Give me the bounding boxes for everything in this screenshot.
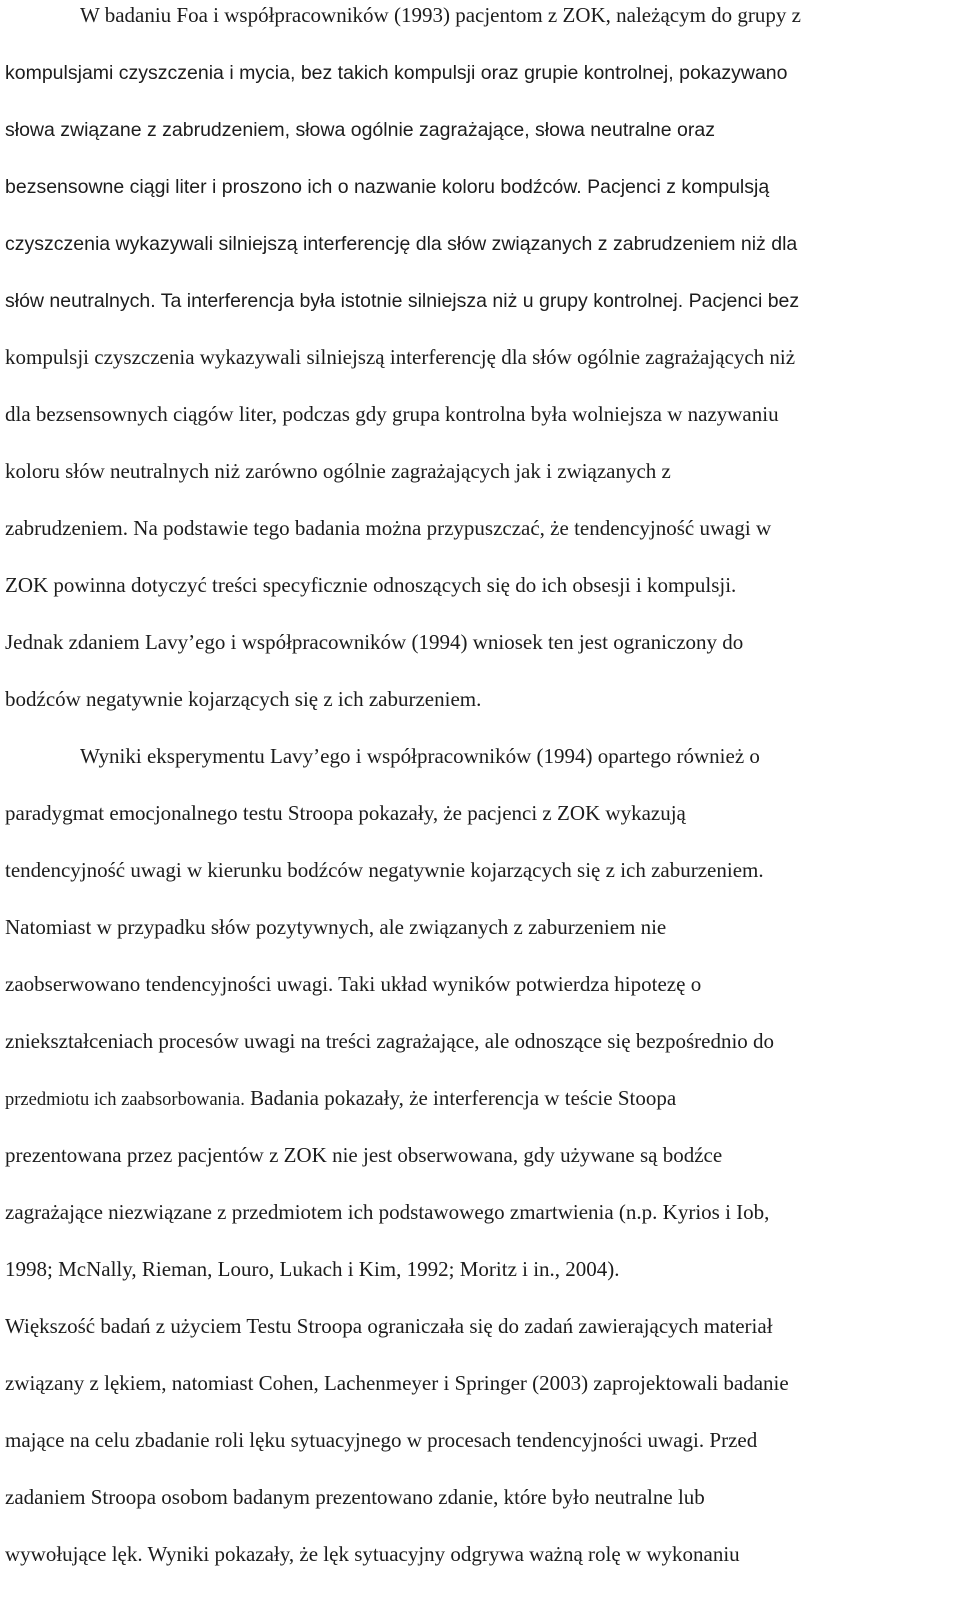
text-segment: dla bezsensownych ciągów liter, podczas gdy grupa kontrolna była wolniejsza w nazywaniu	[5, 402, 779, 426]
text-segment: bodźców negatywnie kojarzących się z ich zaburzeniem.	[5, 687, 482, 711]
text-segment: mające na celu zbadanie roli lęku sytuacyjnego w procesach tendencyjności uwagi.	[5, 1428, 705, 1452]
text-segment: Taki układ wyników potwierdza hipotezę o	[333, 972, 702, 996]
text-segment: 1998; McNally, Rieman, Louro, Lukach i Kim, 1992; Moritz i in., 2004).	[5, 1257, 620, 1281]
text-line-3	[5, 116, 715, 143]
text-segment: Badania pokazały, że interferencja w teście Stoopa	[244, 1086, 677, 1110]
text-line-20	[5, 1085, 676, 1113]
text-line-15	[5, 800, 686, 826]
text-line-11	[5, 572, 736, 598]
text-segment: zabrudzeniem.	[5, 516, 129, 540]
text-segment: Natomiast w przypadku słów pozytywnych, ale związanych z zaburzeniem nie	[5, 915, 667, 939]
text-line-17	[5, 914, 666, 940]
text-line-14	[80, 743, 760, 769]
text-line-26	[5, 1427, 757, 1453]
text-line-5	[5, 230, 797, 257]
text-segment: czyszczenia wykazywali silniejszą interferencję dla słów związanych z zabrudzeniem niż dla	[5, 233, 798, 255]
text-line-1	[80, 2, 801, 28]
text-line-28	[5, 1541, 740, 1567]
text-segment: paradygmat emocjonalnego testu Stroopa pokazały, że pacjenci z ZOK wykazują	[5, 801, 686, 825]
text-segment: tendencyjność uwagi w kierunku bodźców negatywnie kojarzących się z ich zaburzeniem.	[5, 858, 764, 882]
text-line-7	[5, 344, 795, 370]
text-line-19	[5, 1028, 774, 1054]
text-line-6	[5, 287, 799, 314]
text-segment: słowa związane z zabrudzeniem, słowa ogólnie zagrażające, słowa neutralne oraz	[5, 119, 715, 141]
text-line-25	[5, 1370, 789, 1396]
text-line-4	[5, 173, 769, 200]
text-line-12	[5, 629, 743, 655]
text-segment: W badaniu Foa i współpracowników (1993) pacjentom z ZOK, należącym do grupy z	[80, 3, 801, 27]
text-line-13	[5, 686, 481, 712]
text-line-2	[5, 59, 788, 86]
text-segment: prezentowana przez pacjentów z ZOK nie jest obserwowana, gdy używane są bodźce	[5, 1143, 723, 1167]
text-line-9	[5, 458, 671, 484]
text-segment: kompulsji czyszczenia wykazywali silniejszą interferencję dla słów ogólnie zagrażających niż	[5, 345, 796, 369]
text-segment: zadaniem Stroopa osobom badanym prezentowano zdanie, które było neutralne lub	[5, 1485, 705, 1509]
text-line-8	[5, 401, 779, 427]
text-segment: Wyniki eksperymentu Lavy’ego i współpracowników (1994) opartego również o	[80, 744, 760, 768]
text-segment: zagrażające niezwiązane z przedmiotem ich podstawowego zmartwienia (n.p. Kyrios i Iob,	[5, 1200, 770, 1224]
text-segment: przedmiotu ich zaabsorbowania.	[5, 1090, 245, 1110]
text-line-22	[5, 1199, 769, 1225]
text-segment: wywołujące lęk.	[5, 1542, 143, 1566]
text-line-23	[5, 1256, 620, 1282]
text-segment: Przed	[704, 1428, 758, 1452]
text-segment: zniekształceniach procesów uwagi na treści zagrażające, ale odnoszące się bezpośrednio do	[5, 1029, 775, 1053]
text-segment: Na podstawie tego badania można przypuszczać, że tendencyjność uwagi w	[128, 516, 772, 540]
text-line-10	[5, 515, 771, 541]
text-segment: Większość badań z użyciem Testu Stroopa ograniczała się do zadań zawierających materiał	[5, 1314, 773, 1338]
text-segment: Pacjenci z kompulsją	[581, 176, 770, 198]
text-segment: związany z lękiem, natomiast Cohen, Lachenmeyer i Springer (2003) zaprojektowali badanie	[5, 1371, 789, 1395]
text-line-18	[5, 971, 701, 997]
text-segment: bezsensowne ciągi liter i proszono ich o nazwanie koloru bodźców.	[5, 176, 582, 198]
text-segment: zaobserwowano tendencyjności uwagi.	[5, 972, 334, 996]
text-line-27	[5, 1484, 705, 1510]
text-segment: ZOK powinna dotyczyć treści specyficznie odnoszących się do ich obsesji i kompulsji.	[5, 573, 737, 597]
text-segment: Jednak zdaniem Lavy’ego i współpracowników (1994) wniosek ten jest ograniczony do	[5, 630, 744, 654]
text-segment: koloru słów neutralnych niż zarówno ogólnie zagrażających jak i związanych z	[5, 459, 671, 483]
text-segment: Wyniki pokazały, że lęk sytuacyjny odgrywa ważną rolę w wykonaniu	[142, 1542, 740, 1566]
text-line-24	[5, 1313, 773, 1339]
text-line-16	[5, 857, 764, 883]
text-segment: słów neutralnych. Ta interferencja była istotnie silniejsza niż u grupy kontrolnej.	[5, 290, 684, 312]
text-segment: Pacjenci bez	[683, 290, 800, 312]
text-segment: kompulsjami czyszczenia i mycia, bez takich kompulsji oraz grupie kontrolnej, pokazywano	[5, 62, 788, 84]
text-line-21	[5, 1142, 722, 1168]
